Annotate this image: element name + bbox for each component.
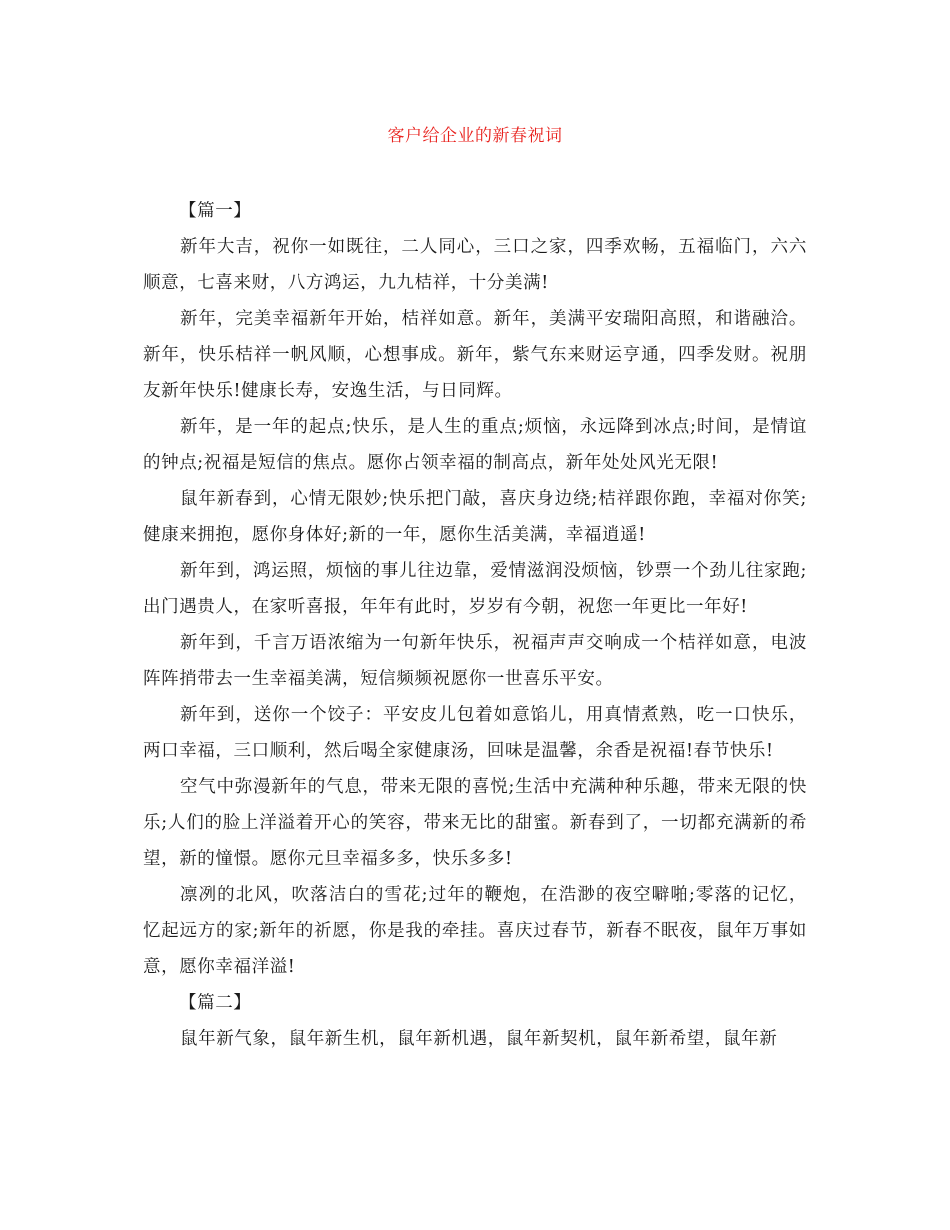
- paragraph: 新年到，鸿运照，烦恼的事儿往边靠，爱情滋润没烦恼，钞票一个劲儿往家跑;出门遇贵人，在家听喜报，年年有此时，岁岁有今朝，祝您一年更比一年好!: [143, 561, 807, 617]
- section-2: [143, 985, 807, 1057]
- section-heading: 【篇一】: [179, 201, 252, 221]
- paragraph: 鼠年新春到，心情无限妙;快乐把门敲，喜庆身边绕;桔祥跟你跑，幸福对你笑;健康来拥抱，愿你身体好;新的一年，愿你生活美满，幸福逍遥!: [143, 489, 807, 545]
- paragraph: 新年到，送你一个饺子：平安皮儿包着如意馅儿，用真情煮熟，吃一口快乐，两口幸福，三口顺利，然后喝全家健康汤，回味是温馨，余香是祝福!春节快乐!: [143, 705, 807, 761]
- paragraph: 凛冽的北风，吹落洁白的雪花;过年的鞭炮，在浩渺的夜空噼啪;零落的记忆，忆起远方的家;新年的祈愿，你是我的牵挂。喜庆过春节，新春不眠夜，鼠年万事如意，愿你幸福洋溢!: [143, 885, 807, 977]
- paragraph: 新年到，千言万语浓缩为一句新年快乐，祝福声声交响成一个桔祥如意，电波阵阵捎带去一生幸福美满，短信频频祝愿你一世喜乐平安。: [143, 633, 807, 689]
- document-title: 客户给企业的新春祝词: [387, 126, 563, 146]
- paragraph: 鼠年新气象，鼠年新生机，鼠年新机遇，鼠年新契机，鼠年新希望，鼠年新: [180, 1029, 778, 1049]
- section-heading: 【篇二】: [179, 993, 252, 1013]
- paragraph: 空气中弥漫新年的气息，带来无限的喜悦;生活中充满种种乐趣，带来无限的快乐;人们的脸上洋溢着开心的笑容，带来无比的甜蜜。新春到了，一切都充满新的希望，新的憧憬。愿你元旦幸福多多，快乐多多!: [143, 777, 807, 869]
- document-body: [143, 193, 807, 1057]
- paragraph: 新年大吉，祝你一如既往，二人同心，三口之家，四季欢畅，五福临门，六六顺意，七喜来财，八方鸿运，九九桔祥，十分美满!: [143, 237, 807, 293]
- paragraph: 新年，完美幸福新年开始，桔祥如意。新年，美满平安瑞阳高照，和谐融洽。新年，快乐桔祥一帆风顺，心想事成。新年，紫气东来财运亨通，四季发财。祝朋友新年快乐!健康长寿，安逸生活，与日同辉。: [143, 309, 807, 401]
- section-1: [143, 193, 807, 985]
- paragraph: 新年，是一年的起点;快乐，是人生的重点;烦恼，永远降到冰点;时间，是情谊的钟点;祝福是短信的焦点。愿你占领幸福的制高点，新年处处风光无限!: [143, 417, 807, 473]
